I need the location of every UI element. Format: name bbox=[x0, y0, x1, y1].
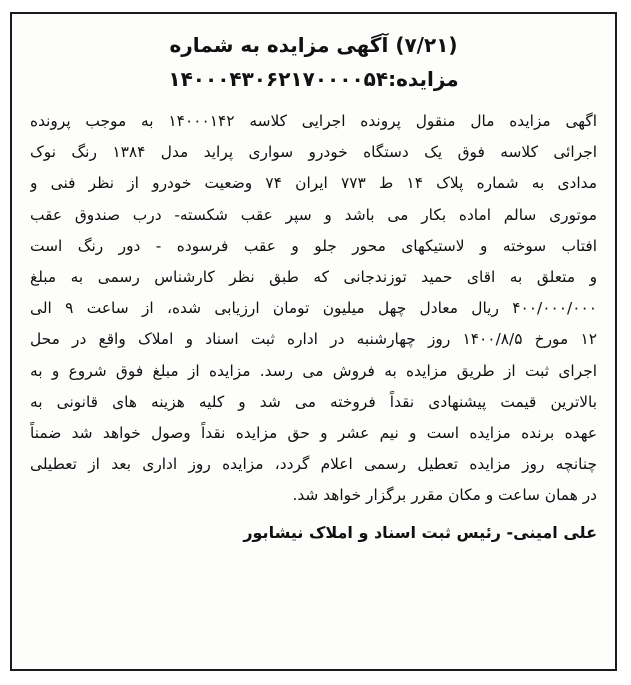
body-line: مدادی به شماره پلاک ۱۴ ط ۷۷۳ ایران ۷۴ وضعیت خودرو از نظر فنی و bbox=[30, 174, 597, 193]
body-line: چنانچه روز مزایده تعطیل رسمی اعلام گردد، مزایده روز اداری بعد از تعطیلی bbox=[30, 455, 597, 474]
notice-signature: علی امینی- رئیس ثبت اسناد و املاک نیشابور bbox=[243, 522, 597, 542]
body-line: اگهی مزایده مال منقول پرونده اجرایی کلاسه ۱۴۰۰۰۱۴۲ به موجب پرونده bbox=[30, 112, 597, 130]
notice-title-line-1: (۷/۲۱) آگهی مزایده به شماره bbox=[169, 33, 458, 57]
body-line: ۱۲ مورخ ۱۴۰۰/۸/۵ روز چهارشنبه در اداره ثبت اسناد و املاک واقع در محل bbox=[30, 330, 597, 349]
body-line: در همان ساعت و مکان مقرر برگزار خواهد شد. bbox=[292, 486, 597, 505]
body-line: افتاب سوخته و لاستیکهای محور جلو و عقب فرسوده - دور رنگ است bbox=[30, 236, 597, 255]
body-line: عهده برنده مزایده است و نیم عشر و حق مزایده نقداً وصول خواهد شد ضمناً bbox=[30, 424, 597, 443]
body-line: اجرای ثبت از طریق مزایده به فروش می رسد. مزایده از مبلغ فوق شروع و به bbox=[30, 361, 597, 380]
body-line: موتوری سالم اماده بکار می باشد و سپر عقب شکسته- درب صندوق عقب bbox=[30, 205, 597, 224]
body-line: بالاترین قیمت پیشنهادی نقداً فروخته می شد و کلیه هزینه های قانونی به bbox=[30, 392, 597, 411]
body-line: ۴۰۰/۰۰۰/۰۰۰ ریال معادل چهل میلیون تومان ارزیابی شده، از ساعت ۹ الی bbox=[30, 299, 597, 318]
body-line: و متعلق به اقای حمید توزندجانی که طبق نظر کارشناس رسمی به مبلغ bbox=[30, 268, 597, 287]
auction-notice bbox=[10, 12, 617, 671]
notice-title bbox=[30, 28, 597, 96]
body-line: اجرائی کلاسه فوق یک دستگاه خودرو سواری پراید مدل ۱۳۸۴ رنگ نوک bbox=[30, 143, 597, 162]
notice-body bbox=[30, 106, 597, 512]
auction-number: مزایده:۱۴۰۰۰۴۳۰۶۲۱۷۰۰۰۰۵۴ bbox=[168, 67, 459, 91]
